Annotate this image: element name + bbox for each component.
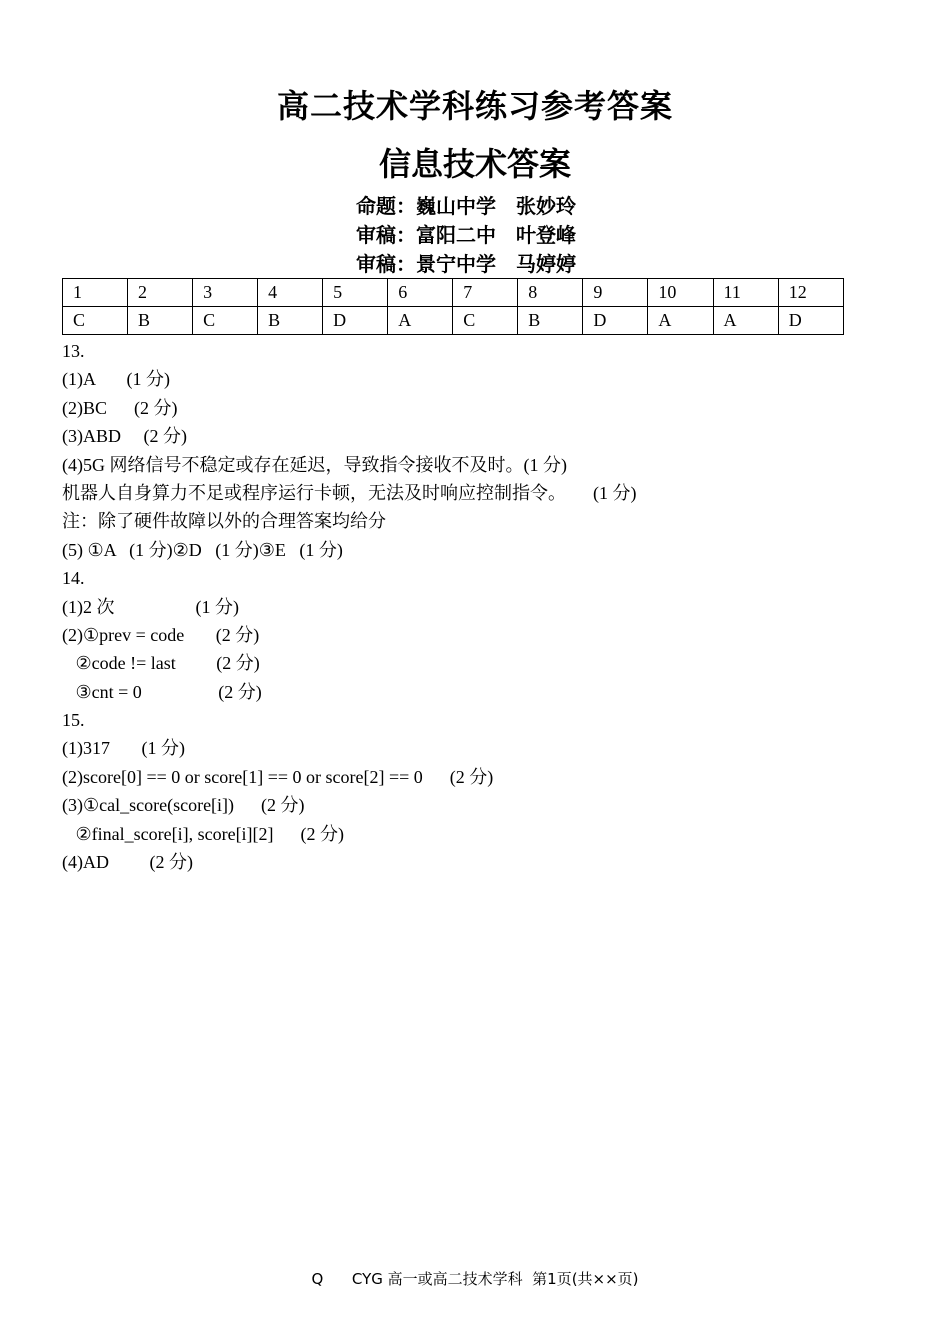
- credits: [356, 192, 576, 279]
- answer-cell: C: [193, 307, 258, 335]
- answer-line: ③cnt = 0 (2 分): [62, 681, 262, 702]
- question-number-row: [63, 279, 844, 307]
- question-number: 1: [63, 279, 128, 307]
- answer-cell: B: [128, 307, 193, 335]
- answer-line: (3)①cal_score(score[i]) (2 分): [62, 795, 305, 816]
- answer-line: (1)2 次 (1 分): [62, 596, 239, 617]
- answer-line: (2)①prev = code (2 分): [62, 624, 260, 645]
- question-number: 6: [388, 279, 453, 307]
- credit-author: 命题：巍山中学 张妙玲: [356, 194, 576, 218]
- question-number: 3: [193, 279, 258, 307]
- answer-line: (3)ABD (2 分): [62, 426, 187, 447]
- answer-cell: A: [388, 307, 453, 335]
- answer-line: ②code != last (2 分): [62, 653, 260, 674]
- credit-reviewer-2: 审稿：景宁中学 马婷婷: [356, 252, 576, 276]
- question-number: 11: [713, 279, 778, 307]
- answer-line: ②final_score[i], score[i][2] (2 分): [62, 823, 345, 844]
- page-footer: Q CYG 高一或高二技术学科 第1页(共××页): [311, 1270, 639, 1288]
- answer-line: (2)score[0] == 0 or score[1] == 0 or score[2] == 0 (2 分): [62, 766, 494, 787]
- question-heading: 13.: [62, 341, 85, 361]
- answer-cell: A: [648, 307, 713, 335]
- answer-cell: C: [453, 307, 518, 335]
- answer-cell: D: [323, 307, 388, 335]
- question-number: 10: [648, 279, 713, 307]
- answer-line: (4)AD (2 分): [62, 852, 193, 873]
- answer-line: 机器人自身算力不足或程序运行卡顿，无法及时响应控制指令。 (1 分): [62, 482, 637, 503]
- answer-cell: A: [713, 307, 778, 335]
- answer-cell: D: [583, 307, 648, 335]
- question-number: 2: [128, 279, 193, 307]
- answer-cell: C: [63, 307, 128, 335]
- answer-line: (1)317 (1 分): [62, 738, 185, 759]
- answer-cell: B: [258, 307, 323, 335]
- question-heading: 15.: [62, 710, 85, 731]
- section-title: 信息技术答案: [378, 145, 571, 183]
- answer-line: (4)5G 网络信号不稳定或存在延迟，导致指令接收不及时。(1 分): [62, 454, 567, 475]
- answer-table: [62, 278, 844, 335]
- question-number: 5: [323, 279, 388, 307]
- page-title: 高二技术学科练习参考答案: [276, 87, 673, 125]
- answer-body: [62, 337, 637, 876]
- question-number: 7: [453, 279, 518, 307]
- question-heading: 14.: [62, 568, 85, 589]
- answer-cell: B: [518, 307, 583, 335]
- answer-line: (2)BC (2 分): [62, 397, 178, 418]
- question-number: 8: [518, 279, 583, 307]
- credit-reviewer-1: 审稿：富阳二中 叶登峰: [356, 223, 576, 247]
- answer-row: [63, 307, 844, 335]
- question-number: 12: [778, 279, 843, 307]
- answer-cell: D: [778, 307, 843, 335]
- question-number: 9: [583, 279, 648, 307]
- answer-line: (1)A (1 分): [62, 369, 170, 390]
- question-number: 4: [258, 279, 323, 307]
- answer-line: (5) ①A (1 分)②D (1 分)③E (1 分): [62, 539, 343, 560]
- note-line: 注：除了硬件故障以外的合理答案均给分: [62, 511, 386, 532]
